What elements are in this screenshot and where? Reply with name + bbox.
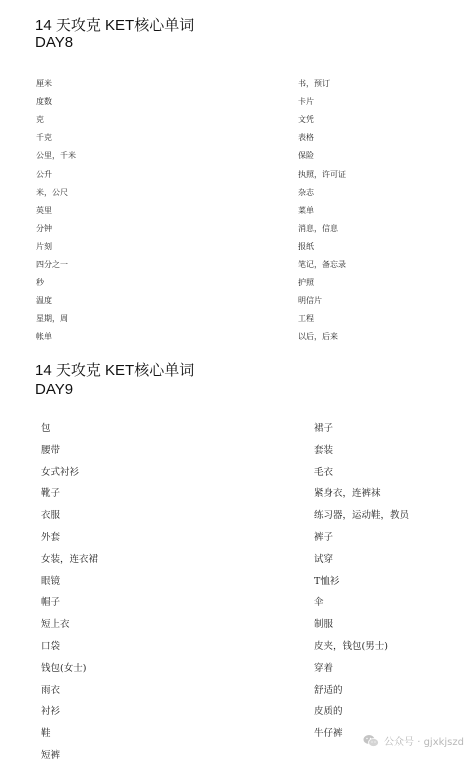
watermark: [363, 733, 464, 748]
word-item: 书，预订: [298, 79, 330, 88]
word-item: 分钟: [36, 223, 52, 233]
word-item: 报纸: [298, 241, 314, 251]
word-item: 千克: [36, 133, 52, 143]
day-label: DAY9: [35, 381, 74, 398]
word-item: 笔记，备忘录: [298, 260, 346, 269]
word-item: 伞: [314, 597, 324, 609]
word-item: T恤衫: [314, 575, 340, 587]
word-item: 口袋: [41, 641, 61, 652]
word-item: 文凭: [298, 115, 314, 125]
word-item: 衬衫: [41, 706, 61, 718]
word-item: 米，公尺: [36, 187, 68, 197]
word-item: 短裤: [41, 750, 61, 761]
word-item: 女装，连衣裙: [41, 553, 99, 565]
word-item: 毛衣: [314, 466, 334, 478]
word-item: 卡片: [298, 97, 314, 107]
word-item: 星期，周: [36, 314, 68, 324]
word-item: 克: [36, 115, 44, 125]
word-item: 英里: [36, 205, 52, 215]
watermark-text: 公众号 · gjxkjszd: [384, 737, 464, 748]
word-item: 帐单: [36, 332, 52, 342]
word-item: 试穿: [314, 553, 334, 565]
word-item: 杂志: [298, 187, 314, 197]
word-item: 套装: [314, 444, 334, 456]
word-item: 表格: [298, 133, 314, 143]
word-item: 制服: [314, 619, 334, 631]
word-item: 女式衬衫: [41, 466, 80, 478]
word-item: 裙子: [314, 423, 334, 434]
word-item: 菜单: [298, 205, 314, 215]
word-item: 雨衣: [41, 684, 61, 696]
word-item: 裤子: [314, 532, 334, 543]
word-item: 公里，千米: [36, 151, 76, 161]
word-item: 以后，后来: [298, 332, 338, 342]
word-item: 护照: [298, 278, 314, 288]
word-item: 帽子: [41, 597, 61, 609]
word-item: 短上衣: [41, 619, 70, 631]
word-item: 皮质的: [314, 706, 343, 718]
section-title: 14 天攻克 KET核心单词: [35, 17, 195, 34]
word-item: 秒: [36, 278, 44, 288]
word-item: 外套: [41, 532, 61, 543]
word-item: 眼镜: [41, 575, 61, 587]
word-item: 四分之一: [36, 260, 68, 269]
word-item: 练习器，运动鞋，教员: [314, 510, 410, 522]
wechat-icon: [363, 734, 379, 748]
word-item: 钱包(女士): [41, 662, 87, 674]
word-item: 执照，许可证: [298, 169, 346, 179]
word-item: 公升: [36, 169, 52, 179]
word-item: 包: [41, 423, 51, 434]
word-item: 消息，信息: [298, 223, 338, 233]
word-item: 鞋: [41, 728, 51, 740]
word-item: 穿着: [314, 662, 334, 674]
word-item: 靴子: [41, 488, 61, 500]
word-item: 腰带: [41, 444, 61, 456]
word-item: 明信片: [298, 296, 322, 306]
word-item: 牛仔裤: [314, 728, 343, 740]
word-item: 舒适的: [314, 684, 343, 696]
word-item: 工程: [298, 314, 314, 324]
word-item: 温度: [36, 296, 52, 306]
word-item: 保险: [298, 151, 314, 161]
word-item: 度数: [36, 97, 52, 107]
section-title: 14 天攻克 KET核心单词: [35, 362, 195, 379]
day-label: DAY8: [35, 34, 74, 51]
word-item: 衣服: [41, 510, 61, 522]
word-item: 厘米: [36, 79, 52, 88]
word-item: 紧身衣，连裤袜: [314, 488, 381, 500]
word-item: 片刻: [36, 241, 52, 251]
word-item: 皮夹，钱包(男士): [314, 641, 388, 652]
